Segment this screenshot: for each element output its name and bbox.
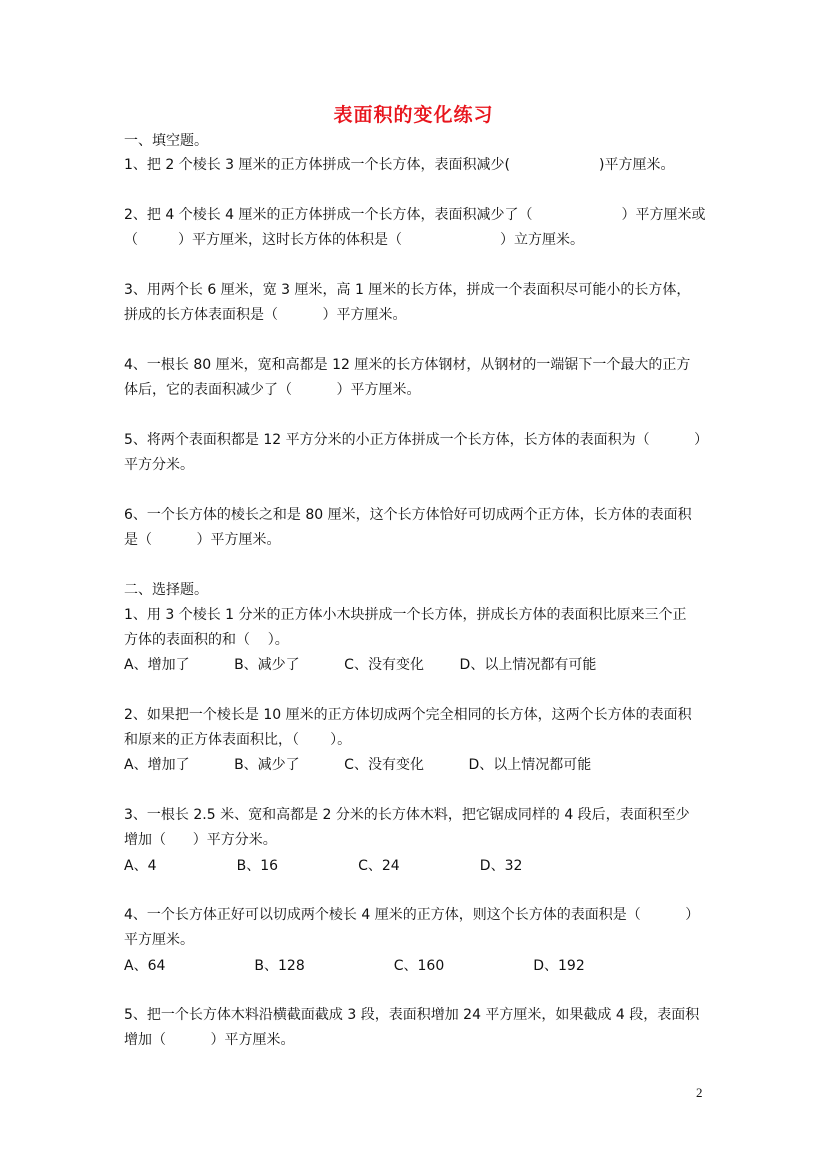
s2-question-1-line2: 方体的表面积的和（ ）。 [124, 632, 289, 648]
page-title: 表面积的变化练习 [333, 104, 494, 126]
page-number: 2 [696, 1085, 703, 1100]
s1-question-2-line2: （ ）平方厘米，这时长方体的体积是（ ）立方厘米。 [124, 232, 584, 248]
s1-question-3-line2: 拼成的长方体表面积是（ ）平方厘米。 [124, 307, 407, 323]
s2-question-5-line2: 增加（ ）平方厘米。 [124, 1032, 295, 1048]
section2-heading: 二、选择题。 [124, 582, 208, 598]
s2-question-4-line1: 4、一个长方体正好可以切成两个棱长 4 厘米的正方体，则这个长方体的表面积是（ ） [124, 907, 700, 923]
s1-question-6-line1: 6、一个长方体的棱长之和是 80 厘米，这个长方体恰好可切成两个正方体，长方体的表面积 [124, 507, 692, 523]
s1-question-4-line1: 4、一根长 80 厘米，宽和高都是 12 厘米的长方体钢材，从钢材的一端锯下一个最大的正方 [124, 357, 691, 373]
s2-question-3-line1: 3、一根长 2.5 米、宽和高都是 2 分米的长方体木料，把它锯成同样的 4 段后，表面积至少 [124, 807, 690, 823]
section1-heading: 一、填空题。 [124, 133, 208, 149]
s2-question-2-line1: 2、如果把一个棱长是 10 厘米的正方体切成两个完全相同的长方体，这两个长方体的表面积 [124, 707, 692, 723]
s1-question-5-line1: 5、将两个表面积都是 12 平方分米的小正方体拼成一个长方体，长方体的表面积为（ ） [124, 432, 709, 448]
s2-question-3-line2: 增加（ ）平方分米。 [124, 832, 277, 848]
s2-question-4-options: A、64 B、128 C、160 D、192 [124, 958, 585, 974]
s1-question-6-line2: 是（ ）平方厘米。 [124, 532, 281, 548]
s2-question-2-line2: 和原来的正方体表面积比，（ ）。 [124, 732, 352, 748]
s2-question-3-options: A、4 B、16 C、24 D、32 [124, 858, 523, 874]
s1-question-4-line2: 体后，它的表面积减少了（ ）平方厘米。 [124, 382, 421, 398]
s1-question-2-line1: 2、把 4 个棱长 4 厘米的正方体拼成一个长方体，表面积减少了（ ）平方厘米或 [124, 207, 706, 223]
s2-question-4-line2: 平方厘米。 [124, 932, 194, 948]
s2-question-2-options: A、增加了 B、减少了 C、没有变化 D、以上情况都可能 [124, 757, 592, 773]
s2-question-1-line1: 1、用 3 个棱长 1 分米的正方体小木块拼成一个长方体，拼成长方体的表面积比原来三个正 [124, 607, 687, 623]
s2-question-1-options: A、增加了 B、减少了 C、没有变化 D、以上情况都有可能 [124, 657, 597, 673]
s1-question-3-line1: 3、用两个长 6 厘米，宽 3 厘米，高 1 厘米的长方体，拼成一个表面积尽可能小的长方体， [124, 282, 691, 298]
s1-question-1: 1、把 2 个棱长 3 厘米的正方体拼成一个长方体，表面积减少( )平方厘米。 [124, 157, 675, 173]
s1-question-5-line2: 平方分米。 [124, 457, 194, 473]
s2-question-5-line1: 5、把一个长方体木料沿横截面截成 3 段，表面积增加 24 平方厘米，如果截成 4 段，表面积 [124, 1007, 700, 1023]
